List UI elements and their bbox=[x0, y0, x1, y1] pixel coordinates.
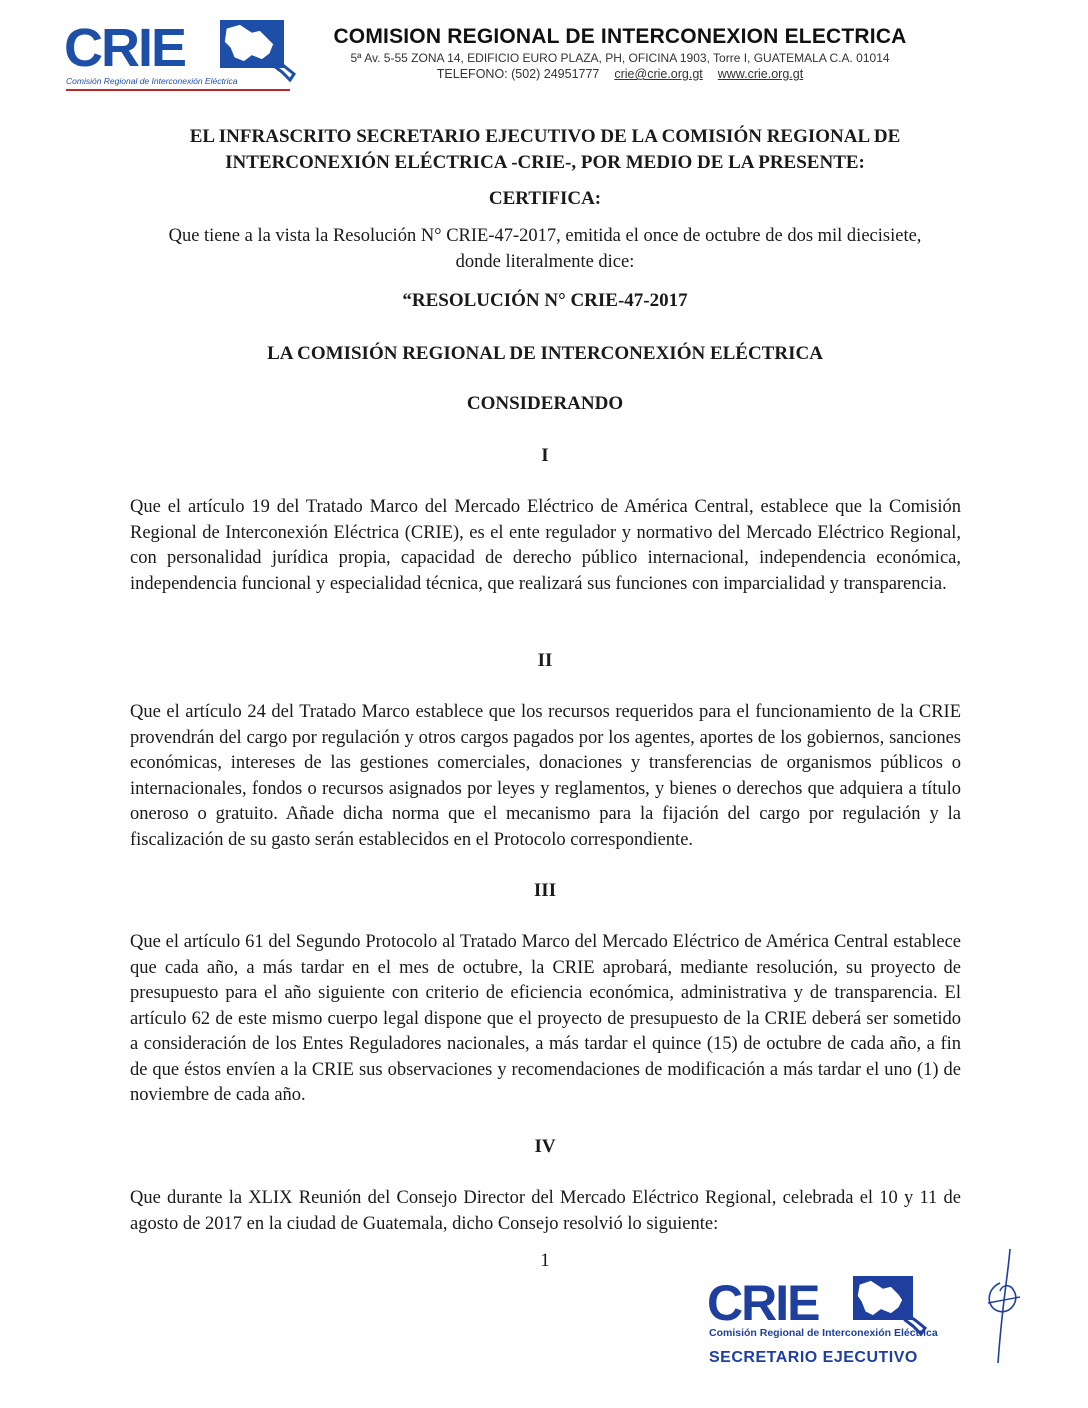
section-paragraph: Que el artículo 19 del Tratado Marco del Mercado Eléctrico de América Central, establece que la Comisión Regional de Interconexión Eléctrica (CRIE), es el ente regulador y normativo del Mercado Eléctrico Regional, con personalidad jurídica propia, capacidad de derecho público internacional, independencia económica, independencia funcional y especialidad técnica, que realizará sus funciones con imparcialidad y transparencia. bbox=[130, 497, 961, 594]
logo-subtitle: Comisión Regional de Interconexión Eléctrica bbox=[66, 76, 238, 86]
section-paragraph: Que durante la XLIX Reunión del Consejo Director del Mercado Eléctrico Regional, celebrada el 10 y 11 de agosto de 2017 en la ciudad de Guatemala, dicho Consejo resolvió lo siguiente: bbox=[130, 1188, 961, 1234]
section-numeral: II bbox=[537, 650, 553, 671]
intro-heading-line2: INTERCONEXIÓN ELÉCTRICA -CRIE-, POR MEDIO DE LA PRESENTE: bbox=[225, 152, 865, 173]
central-america-map-icon bbox=[220, 20, 294, 80]
considerando-heading: CONSIDERANDO bbox=[466, 393, 624, 414]
org-name: COMISION REGIONAL DE INTERCONEXION ELECTRICA bbox=[333, 25, 907, 48]
handwritten-signature bbox=[980, 1245, 1030, 1365]
resolution-title: “RESOLUCIÓN N° CRIE-47-2017 bbox=[402, 290, 688, 311]
org-contact bbox=[320, 66, 920, 82]
certifica-heading: CERTIFICA: bbox=[488, 188, 602, 209]
section-numeral: I bbox=[541, 445, 549, 466]
org-phone: TELEFONO: (502) 24951777 bbox=[436, 67, 600, 81]
logo-wordmark: CRIE bbox=[64, 18, 186, 78]
stamp-role: SECRETARIO EJECUTIVO bbox=[709, 1349, 918, 1366]
certify-statement-line2: donde literalmente dice: bbox=[455, 252, 635, 272]
org-email-link[interactable]: crie@crie.org.gt bbox=[614, 67, 703, 81]
certify-statement-line1: Que tiene a la vista la Resolución N° CRIE-47-2017, emitida el once de octubre de dos mil diecisiete, bbox=[168, 226, 922, 246]
stamp-subtitle: Comisión Regional de Interconexión Eléctrica bbox=[709, 1327, 938, 1339]
stamp-map-icon bbox=[853, 1276, 925, 1334]
section-numeral: III bbox=[533, 880, 557, 901]
intro-heading-line1: EL INFRASCRITO SECRETARIO EJECUTIVO DE LA COMISIÓN REGIONAL DE bbox=[189, 126, 901, 147]
org-website-link[interactable]: www.crie.org.gt bbox=[717, 67, 804, 81]
secretary-stamp bbox=[705, 1270, 955, 1370]
section-paragraph: Que el artículo 61 del Segundo Protocolo al Tratado Marco del Mercado Eléctrico de América Central establece que cada año, a más tardar en el mes de octubre, la CRIE aprobará, mediante resolución, su proyecto de presupuesto para el año siguiente con criterio de eficiencia económica, administrativa y de transparencia. El artículo 62 de este mismo cuerpo legal dispone que el proyecto de presupuesto de la CRIE deberá ser sometido a consideración de los Entes Reguladores nacionales, a más tardar el quince (15) de octubre de cada año, a fin de que éstos envíen a la CRIE sus observaciones y recomendaciones de modificación a más tardar el uno (1) de noviembre de cada año. bbox=[130, 932, 961, 1105]
org-address: 5ª Av. 5-55 ZONA 14, EDIFICIO EURO PLAZA, PH, OFICINA 1903, Torre I, GUATEMALA C.A. 01014 bbox=[350, 51, 890, 65]
letterhead bbox=[320, 24, 920, 82]
commission-title: LA COMISIÓN REGIONAL DE INTERCONEXIÓN ELÉCTRICA bbox=[267, 343, 823, 364]
section-numeral: IV bbox=[534, 1136, 556, 1157]
crie-logo bbox=[62, 14, 302, 94]
stamp-wordmark: CRIE bbox=[707, 1275, 819, 1331]
section-paragraph: Que el artículo 24 del Tratado Marco establece que los recursos requeridos para el funcionamiento de la CRIE provendrán del cargo por regulación y otros cargos pagados por los agentes, aportes de los gobiernos, sanciones económicas, intereses de las gestiones comerciales, donaciones y transferencias de organismos públicos o internacionales, fondos o recursos asignados por leyes y reglamentos, y bienes o derechos que adquiera a título oneroso o gratuito. Añade dicha norma que el mecanismo para la fijación del cargo por regulación y la fiscalización de su gasto serán establecidos en el Protocolo correspondiente. bbox=[130, 702, 961, 850]
page-number: 1 bbox=[540, 1250, 550, 1271]
